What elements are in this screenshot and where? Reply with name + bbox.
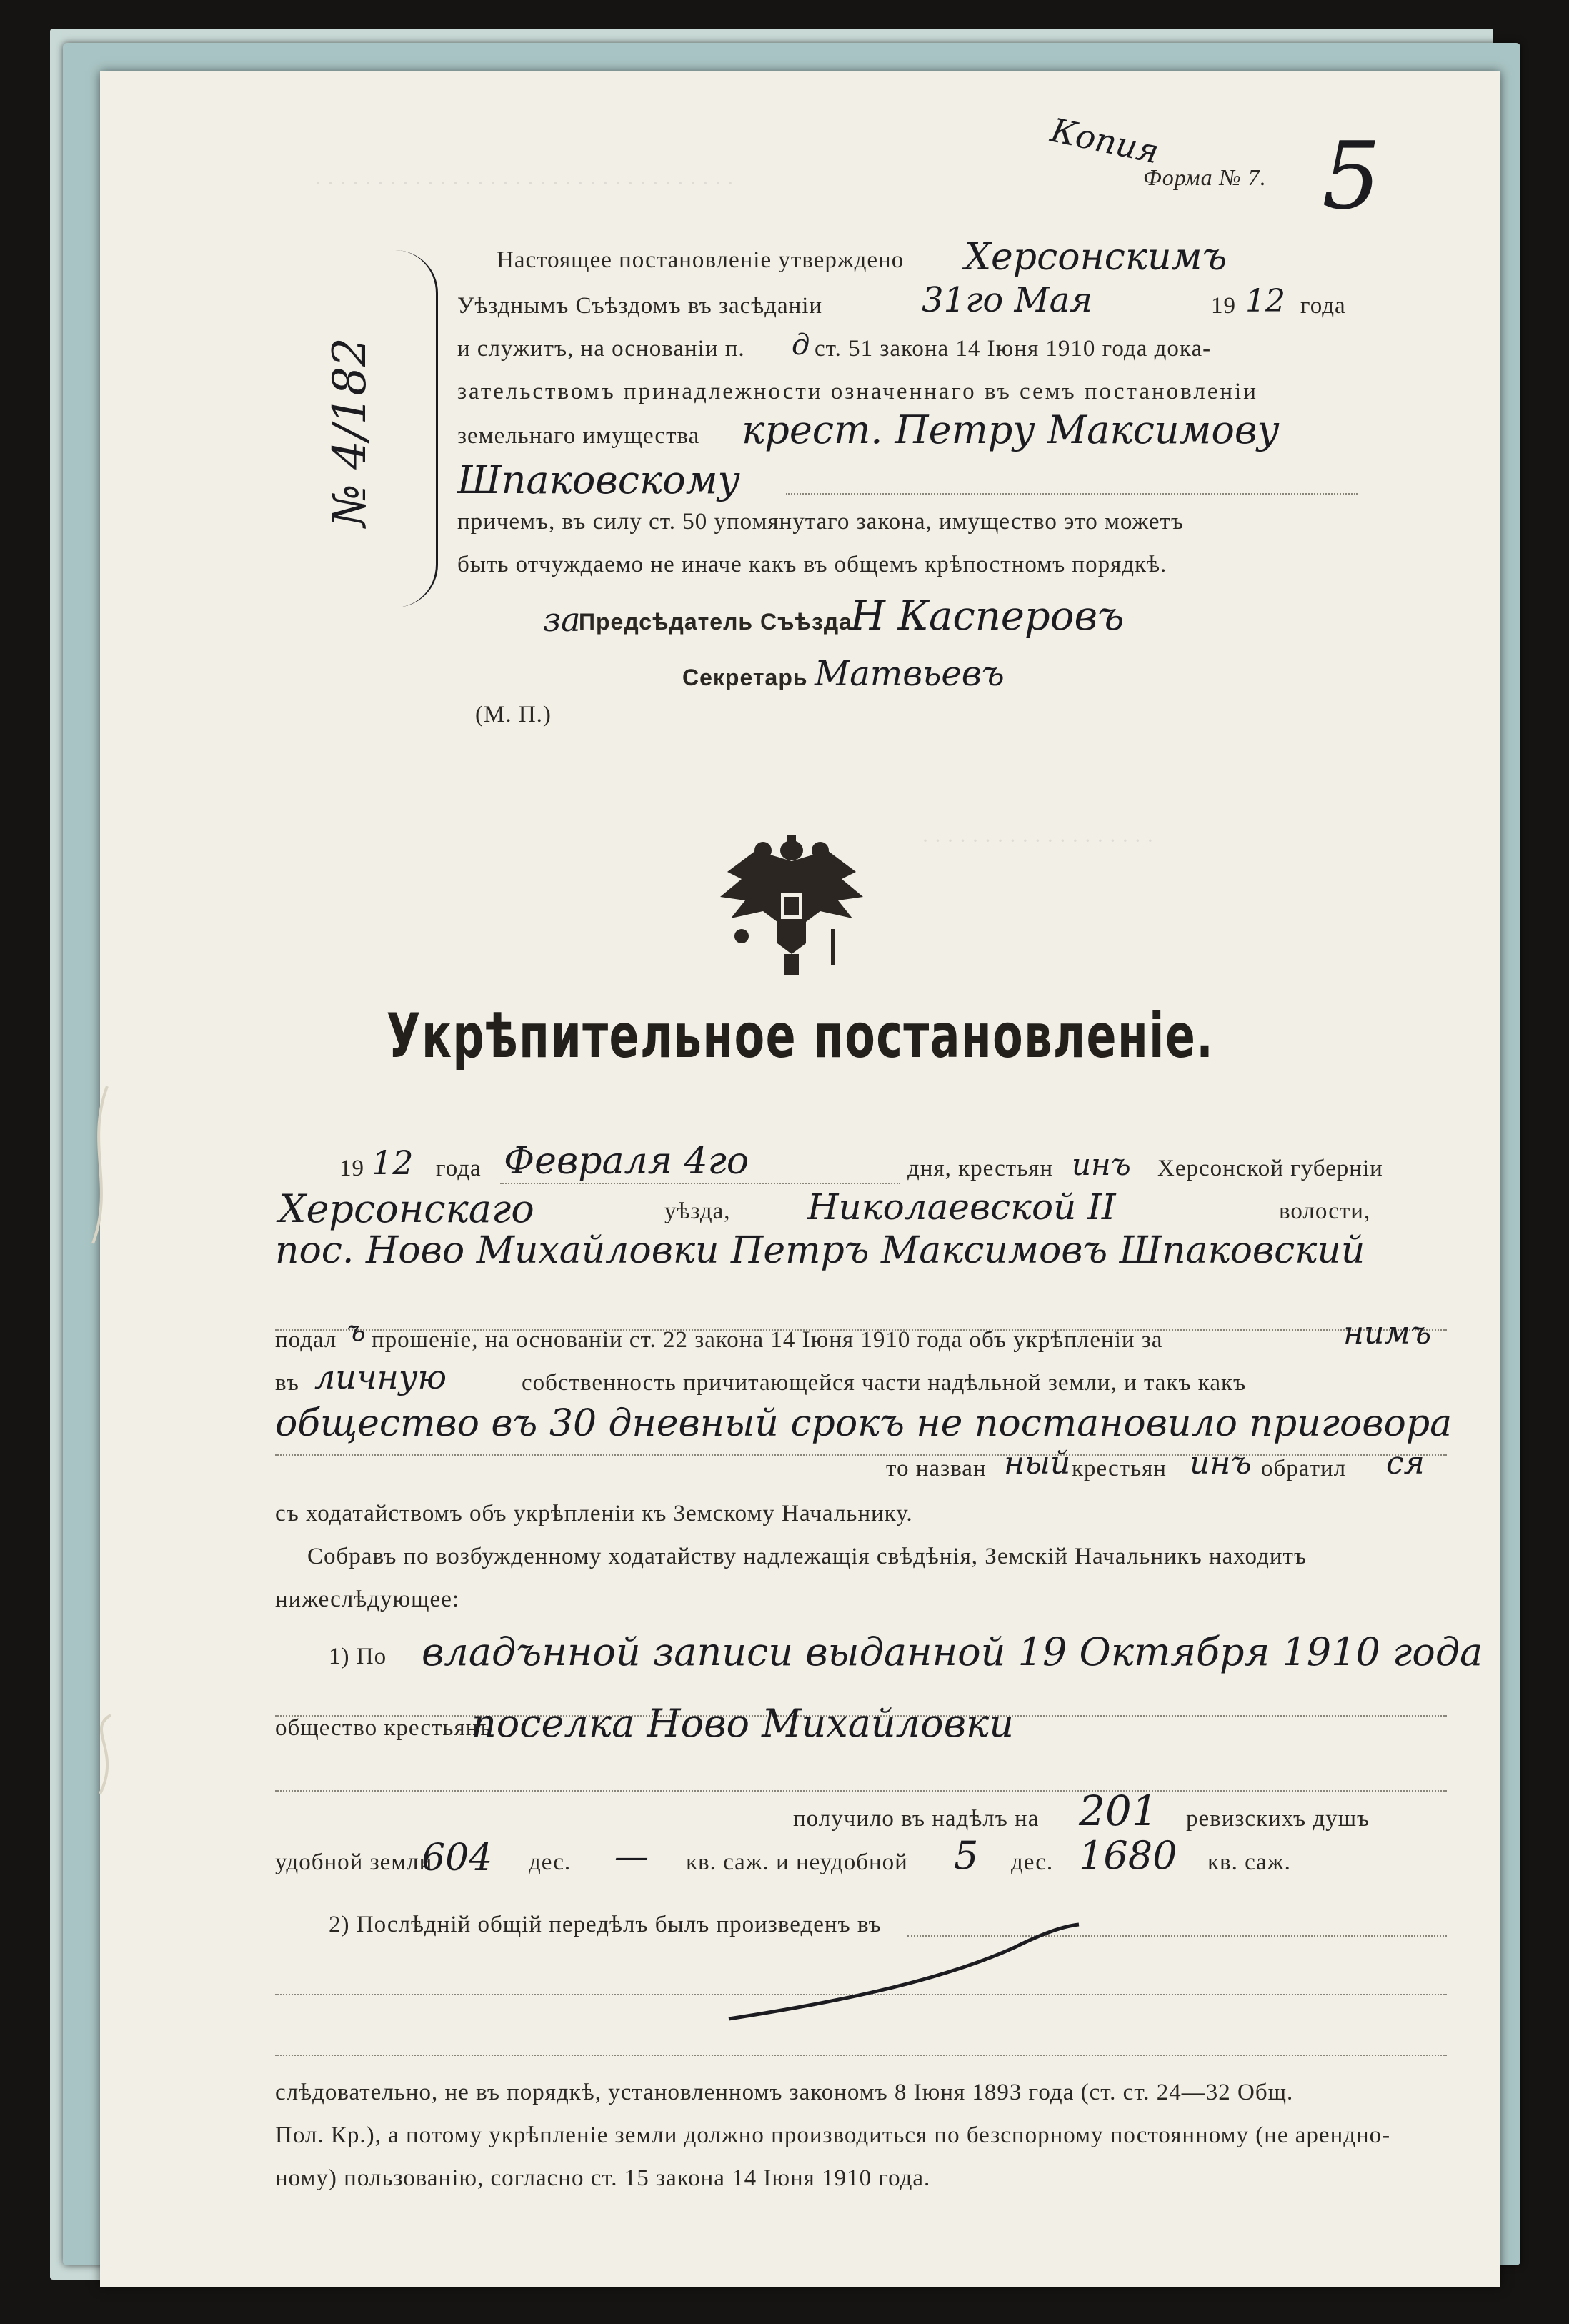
form-number-label: Форма № 7. (1143, 164, 1267, 190)
applicant-handwritten: пос. Ново Михайловки Петръ Максимовъ Шпаковский (275, 1229, 1365, 1272)
body-redistribution-label: 2) Послѣдній общій передѣлъ былъ произведенъ въ (329, 1912, 882, 1937)
body-uezd-label: уѣзда, (664, 1198, 731, 1224)
approval-line-4: зательствомъ принадлежности означеннаго въ семъ постановленіи (457, 379, 1258, 404)
redistribution-dotted-line-3 (275, 2055, 1447, 2056)
body-petition-text: прошеніе, на основаніи ст. 22 закона 14 Іюня 1910 года объ укрѣпленіи за (372, 1327, 1163, 1353)
secretary-label: Секретарь (682, 665, 808, 690)
binding-thread (43, 1086, 129, 1801)
peasant-suffix-handwritten: инъ (1072, 1147, 1131, 1182)
body-gubernia: Херсонской губерніи (1157, 1156, 1383, 1181)
approval-year-handwritten: 12 (1245, 283, 1285, 319)
unusable-sazh-handwritten: 1680 (1079, 1833, 1177, 1878)
body-des-label-1: дес. (529, 1849, 572, 1875)
submitted-suffix-handwritten: ъ (347, 1315, 366, 1348)
body-findings-label: нижеслѣдующее: (275, 1586, 460, 1612)
approval-line-2: Уѣзднымъ Съѣздомъ въ засѣданіи (457, 293, 823, 319)
volost-handwritten: Николаевской II (807, 1186, 1116, 1228)
register-number-stamp: № 4/182 (324, 337, 377, 527)
body-year-prefix: 19 (339, 1156, 364, 1181)
body-allotment-label: получило въ надѣлъ на (793, 1806, 1040, 1832)
clause-letter-handwritten: д (792, 329, 810, 362)
ownership-type-handwritten: личную (314, 1358, 447, 1396)
body-usable-label: удобной земли (275, 1849, 433, 1875)
page-number-handwritten: 5 (1322, 121, 1381, 230)
cancel-stroke-handwritten (722, 1919, 1093, 2026)
body-named-label: то назван (886, 1456, 987, 1481)
body-year-word: года (436, 1156, 482, 1181)
uezd-handwritten: Херсонскаго (279, 1186, 534, 1231)
decree-year-handwritten: 12 (372, 1143, 414, 1182)
body-conclusion-2: Пол. Кр.), а потому укрѣпленіе земли должно производиться по безспорному постоянному (не арендно- (275, 2122, 1391, 2148)
souls-handwritten: 201 (1079, 1787, 1158, 1835)
settlement-handwritten: поселка Ново Михайловки (472, 1701, 1015, 1746)
usable-des-handwritten: 604 (422, 1837, 493, 1879)
deed-handwritten: владънной записи выданной 19 Октября 1910 года (422, 1629, 1483, 1674)
approval-year-prefix: 19 (1211, 293, 1236, 319)
owner-dotted-line (786, 493, 1358, 495)
named-suffix-handwritten: ный (1004, 1445, 1071, 1481)
body-peasant-label: крестьян (1072, 1456, 1167, 1481)
bleed-through-text: · · · · · · · · · · · · · · · · · · · (922, 829, 1154, 853)
seal-placeholder: (М. П.) (475, 702, 552, 728)
body-unusable-label: кв. саж. и неудобной (686, 1849, 908, 1875)
approval-line-3a: и служитъ, на основаніи п. (457, 336, 745, 362)
date-dotted-line (500, 1183, 900, 1184)
body-des-label-2: дес. (1011, 1849, 1054, 1875)
approval-line-3b: ст. 51 закона 14 Іюня 1910 года дока- (815, 336, 1212, 362)
approval-line-1: Настоящее постановленіе утверждено (497, 247, 905, 273)
deputy-prefix-handwritten: за (543, 600, 581, 639)
body-day-label: дня, крестьян (907, 1156, 1054, 1181)
double-headed-eagle-emblem (713, 829, 870, 979)
bleed-through-text: · · · · · · · · · · · · · · · · · · · · · · · · · · · · · · · · · · (314, 172, 734, 195)
district-council-handwritten: Херсонскимъ (965, 236, 1227, 279)
body-community-label: общество крестьянъ (275, 1715, 492, 1741)
chairman-signature: Н Касперовъ (850, 593, 1125, 640)
body-ownership-prefix: въ (275, 1370, 299, 1396)
decree-date-handwritten: Февраля 4го (504, 1140, 749, 1183)
meeting-date-handwritten: 31го Мая (922, 280, 1093, 320)
body-petition-line: съ ходатайствомъ объ укрѣпленіи къ Земскому Начальнику. (275, 1501, 913, 1526)
body-conclusion-3: ному) пользованію, согласно ст. 15 закона 14 Іюня 1910 года. (275, 2165, 931, 2191)
body-addressed-label: обратил (1261, 1456, 1347, 1481)
secretary-signature: Матвьевъ (815, 654, 1005, 694)
unusable-des-handwritten: 5 (954, 1833, 979, 1878)
document-page (100, 71, 1500, 2287)
approval-line-6: причемъ, въ силу ст. 50 упомянутаго закона, имущество это можетъ (457, 509, 1185, 535)
approval-line-5: земельнаго имущества (457, 423, 700, 449)
chairman-label: Предсѣдатель Съѣзда (579, 609, 852, 635)
addressed-suffix-handwritten: ся (1386, 1445, 1425, 1481)
owner-line1-handwritten: крест. Петру Максимову (742, 407, 1280, 452)
body-sazh-label-2: кв. саж. (1207, 1849, 1291, 1875)
usable-sazh-handwritten: — (614, 1837, 649, 1877)
body-conclusion-1: слѣдовательно, не въ порядкѣ, установленномъ закономъ 8 Іюня 1893 года (ст. ст. 24—32 Общ. (275, 2080, 1294, 2105)
document-title: Укрѣпительное постановленіе. (386, 1000, 1215, 1072)
copy-note-handwritten: Копия (1047, 110, 1162, 172)
owner-line2-handwritten: Шпаковскому (457, 457, 740, 502)
body-submitted-prefix: подал (275, 1327, 337, 1353)
peasant-suffix2-handwritten: инъ (1190, 1445, 1252, 1481)
body-findings-intro: Собравъ по возбужденному ходатайству надлежащія свѣдѣнія, Земскій Начальникъ находитъ (307, 1544, 1308, 1569)
body-souls-label: ревизскихъ душъ (1186, 1806, 1370, 1832)
for-whom-handwritten: нимъ (1343, 1315, 1432, 1351)
settlement-dotted-line (275, 1790, 1447, 1792)
body-item1-label: 1) По (329, 1644, 387, 1669)
approval-year-word: года (1300, 293, 1346, 319)
reason-handwritten: общество въ 30 дневный срокъ не постановило приговора (275, 1402, 1453, 1445)
approval-line-7: быть отчуждаемо не иначе какъ въ общемъ крѣпостномъ порядкѣ. (457, 552, 1167, 577)
body-volost-label: волости, (1279, 1198, 1371, 1224)
body-ownership-text: собственность причитающейся части надѣльной земли, и такъ какъ (522, 1370, 1247, 1396)
